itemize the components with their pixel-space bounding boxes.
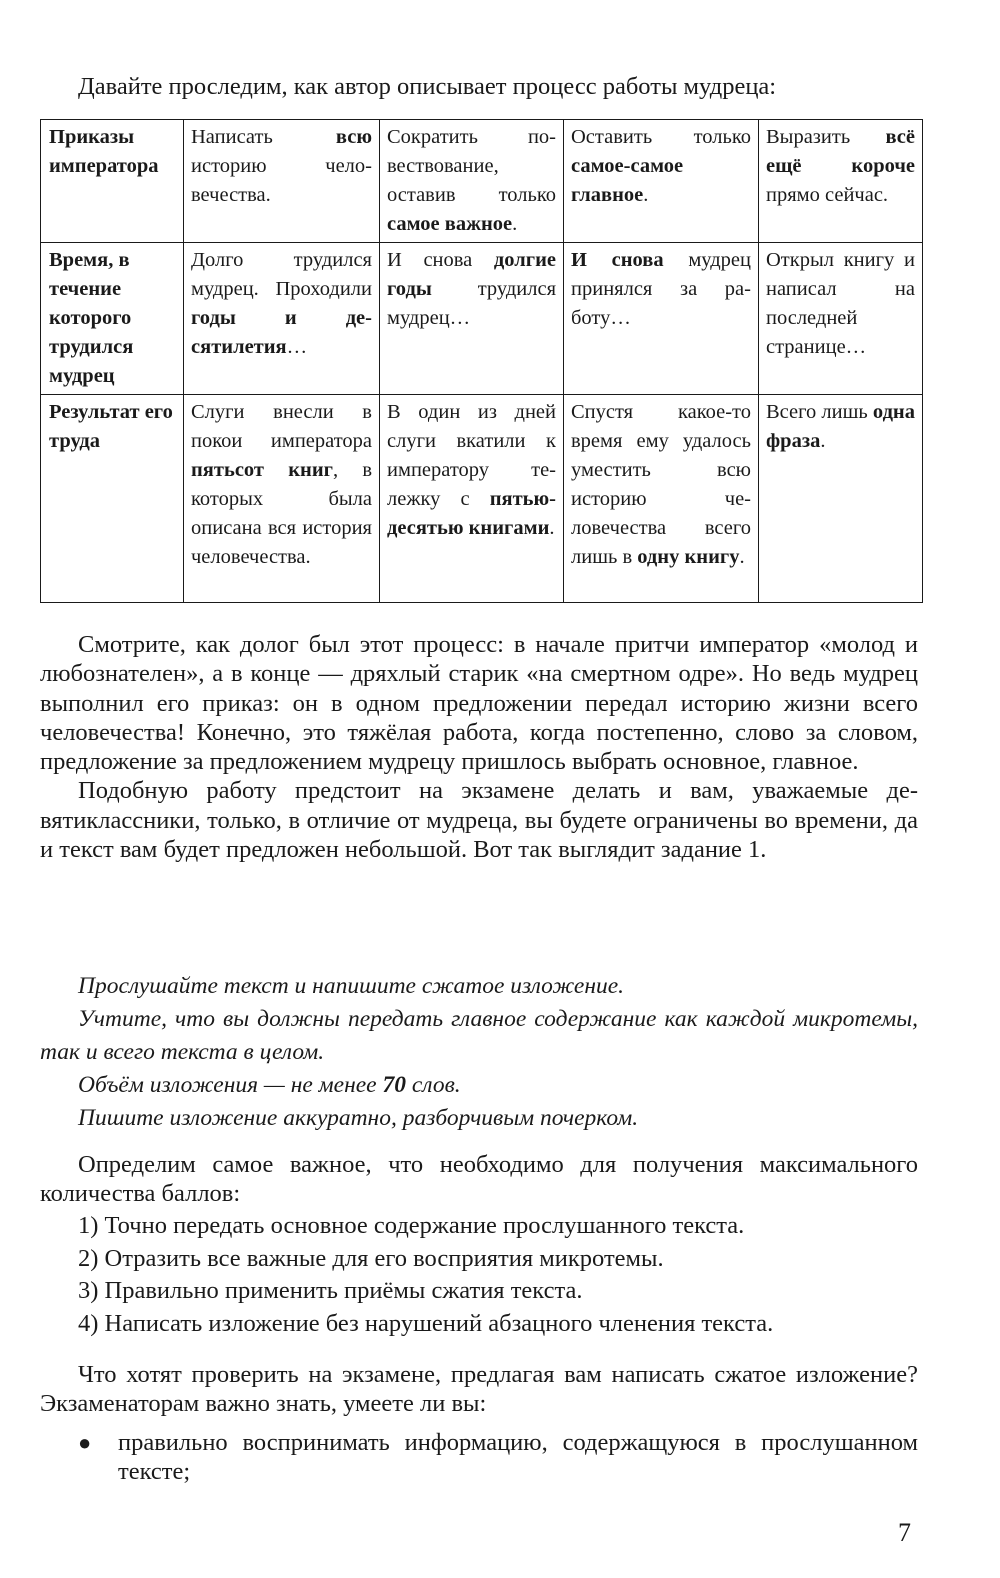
- table-cell: [184, 395, 380, 603]
- cell-text: В один из дней слуги вкатили к императору тележку с: [387, 401, 556, 510]
- cell-emphasis: И снова: [571, 249, 664, 271]
- exam-intro: [40, 1360, 918, 1419]
- task-line: Прослушайте текст и напишите сжатое изложение.: [78, 973, 625, 999]
- list-number: 1): [78, 1212, 99, 1239]
- cell-text: Выразить: [766, 126, 886, 148]
- sage-work-table: [40, 119, 923, 603]
- commentary-paragraphs: [40, 630, 918, 864]
- table-cell: [380, 243, 564, 395]
- cell-text: .: [512, 213, 518, 235]
- cell-text: .: [739, 546, 745, 568]
- cell-text: трудился мудрец…: [387, 278, 556, 329]
- cell-text: Сократить повествование, оставив только: [387, 126, 556, 206]
- skills-list: [78, 1428, 918, 1487]
- row-header: Результат его труда: [41, 395, 184, 603]
- list-number: 4): [78, 1309, 99, 1337]
- page-number: 7: [898, 1518, 911, 1547]
- task-line: Пишите изложение аккуратно, разборчивым почерком.: [78, 1105, 639, 1131]
- cell-emphasis: всю: [335, 126, 372, 148]
- table-cell: [380, 120, 564, 243]
- cell-emphasis: пятьсот книг: [191, 459, 333, 481]
- row-header: Приказы императора: [41, 120, 184, 243]
- table-cell: [759, 395, 923, 603]
- paragraph: Что хотят проверить на экзамене, предлагая вам написать сжатое изложение? Экзаменаторам важно знать, умеете ли вы:: [40, 1361, 918, 1418]
- cell-text: И снова: [387, 249, 494, 271]
- list-item: [78, 1275, 918, 1308]
- list-item: [78, 1243, 918, 1276]
- table-cell: [564, 243, 759, 395]
- cell-emphasis: годы и десятилетия: [191, 307, 372, 358]
- cell-emphasis: всё ещё короче: [766, 126, 915, 177]
- cell-text: Всего лишь: [766, 401, 873, 423]
- table-cell: [564, 120, 759, 243]
- bullet-icon: ●: [78, 1430, 92, 1455]
- criteria-list: [78, 1210, 918, 1340]
- paragraph: Смотрите, как долог был этот процесс: в начале притчи император «молод и любознателен», а в конце — дряхлый старик «на смертном одре». Но ведь мудрец выполнил его приказ: он в одном предложении передал историю жизни всего человечества! Конечно, это тяжёлая работа, когда постепенно, слово за словом, предложение за предложением мудрецу пришлось выбрать основное, главное.: [40, 631, 918, 776]
- cell-text: Открыл книгу и написал на последней странице…: [766, 249, 915, 358]
- table-cell: [380, 395, 564, 603]
- cell-text: .: [820, 430, 826, 452]
- table-cell: [564, 395, 759, 603]
- paragraph: Определим самое важное, что необходимо для получения максимального количества баллов:: [40, 1151, 918, 1208]
- cell-text: прямо сейчас.: [766, 184, 889, 206]
- list-item: [78, 1308, 918, 1341]
- cell-emphasis: одну книгу: [637, 546, 740, 568]
- task-instructions: [40, 970, 918, 1135]
- list-number: 2): [78, 1244, 99, 1272]
- cell-text: мудрец принялся за работу…: [571, 249, 752, 329]
- cell-text: …: [286, 336, 308, 358]
- cell-emphasis: пятьюдесятью книгами: [387, 488, 556, 539]
- cell-text: Оставить только: [571, 126, 751, 148]
- list-item: [78, 1210, 918, 1243]
- cell-text: Долго трудился мудрец. Проходили: [191, 249, 372, 300]
- table-row: [41, 120, 923, 243]
- task-line: [40, 1069, 918, 1102]
- paragraph: Подобную работу предстоит на экзамене делать и вам, уважаемые девятиклассники, только, в отличие от мудреца, вы будете ограничены во времени, да и текст вам будет предложен небольшой. Вот так выглядит задание 1.: [40, 777, 918, 864]
- cell-emphasis: самое важное: [387, 213, 513, 235]
- task-volume-suffix: слов.: [405, 1072, 461, 1098]
- criteria-intro: [40, 1150, 918, 1209]
- list-text: правильно воспринимать информацию, содержащуюся в прослушанном тексте;: [118, 1429, 918, 1486]
- list-number: 3): [78, 1277, 99, 1304]
- row-header: Время, в течение которого трудился мудрец: [41, 243, 184, 395]
- list-text: Правильно применить приёмы сжатия текста.: [104, 1277, 583, 1304]
- task-line: Учтите, что вы должны передать главное содержание как каждой микротемы, так и всего текста в целом.: [40, 1006, 918, 1065]
- list-text: Написать изложение без нарушений абзацного членения текста.: [104, 1309, 774, 1337]
- list-text: Отразить все важные для его восприятия микротемы.: [104, 1244, 664, 1272]
- task-volume-prefix: Объём изложения — не менее: [78, 1072, 383, 1098]
- cell-text: историю человечества.: [191, 155, 372, 206]
- cell-text: , в которых была описана вся история человечества.: [191, 459, 372, 568]
- cell-emphasis: долгие годы: [387, 249, 556, 300]
- task-volume-number: 70: [382, 1072, 406, 1098]
- cell-text: .: [643, 184, 649, 206]
- cell-text: Спустя какое-то время ему удалось уместить всю историю человечества всего лишь в: [571, 401, 751, 568]
- cell-text: .: [549, 517, 555, 539]
- table-cell: [184, 243, 380, 395]
- cell-text: Написать: [191, 126, 336, 148]
- table-cell: [759, 243, 923, 395]
- table-cell: [759, 120, 923, 243]
- cell-text: Слуги внесли в покои императора: [191, 401, 372, 452]
- table-row: [41, 243, 923, 395]
- table-cell: [184, 120, 380, 243]
- table-row: [41, 395, 923, 603]
- intro-line: Давайте проследим, как автор описывает процесс работы мудреца:: [78, 73, 777, 100]
- cell-emphasis: самое-самое главное: [571, 155, 684, 206]
- list-item: [78, 1428, 918, 1487]
- list-text: Точно передать основное содержание прослушанного текста.: [104, 1212, 745, 1239]
- cell-emphasis: одна фраза: [766, 401, 915, 452]
